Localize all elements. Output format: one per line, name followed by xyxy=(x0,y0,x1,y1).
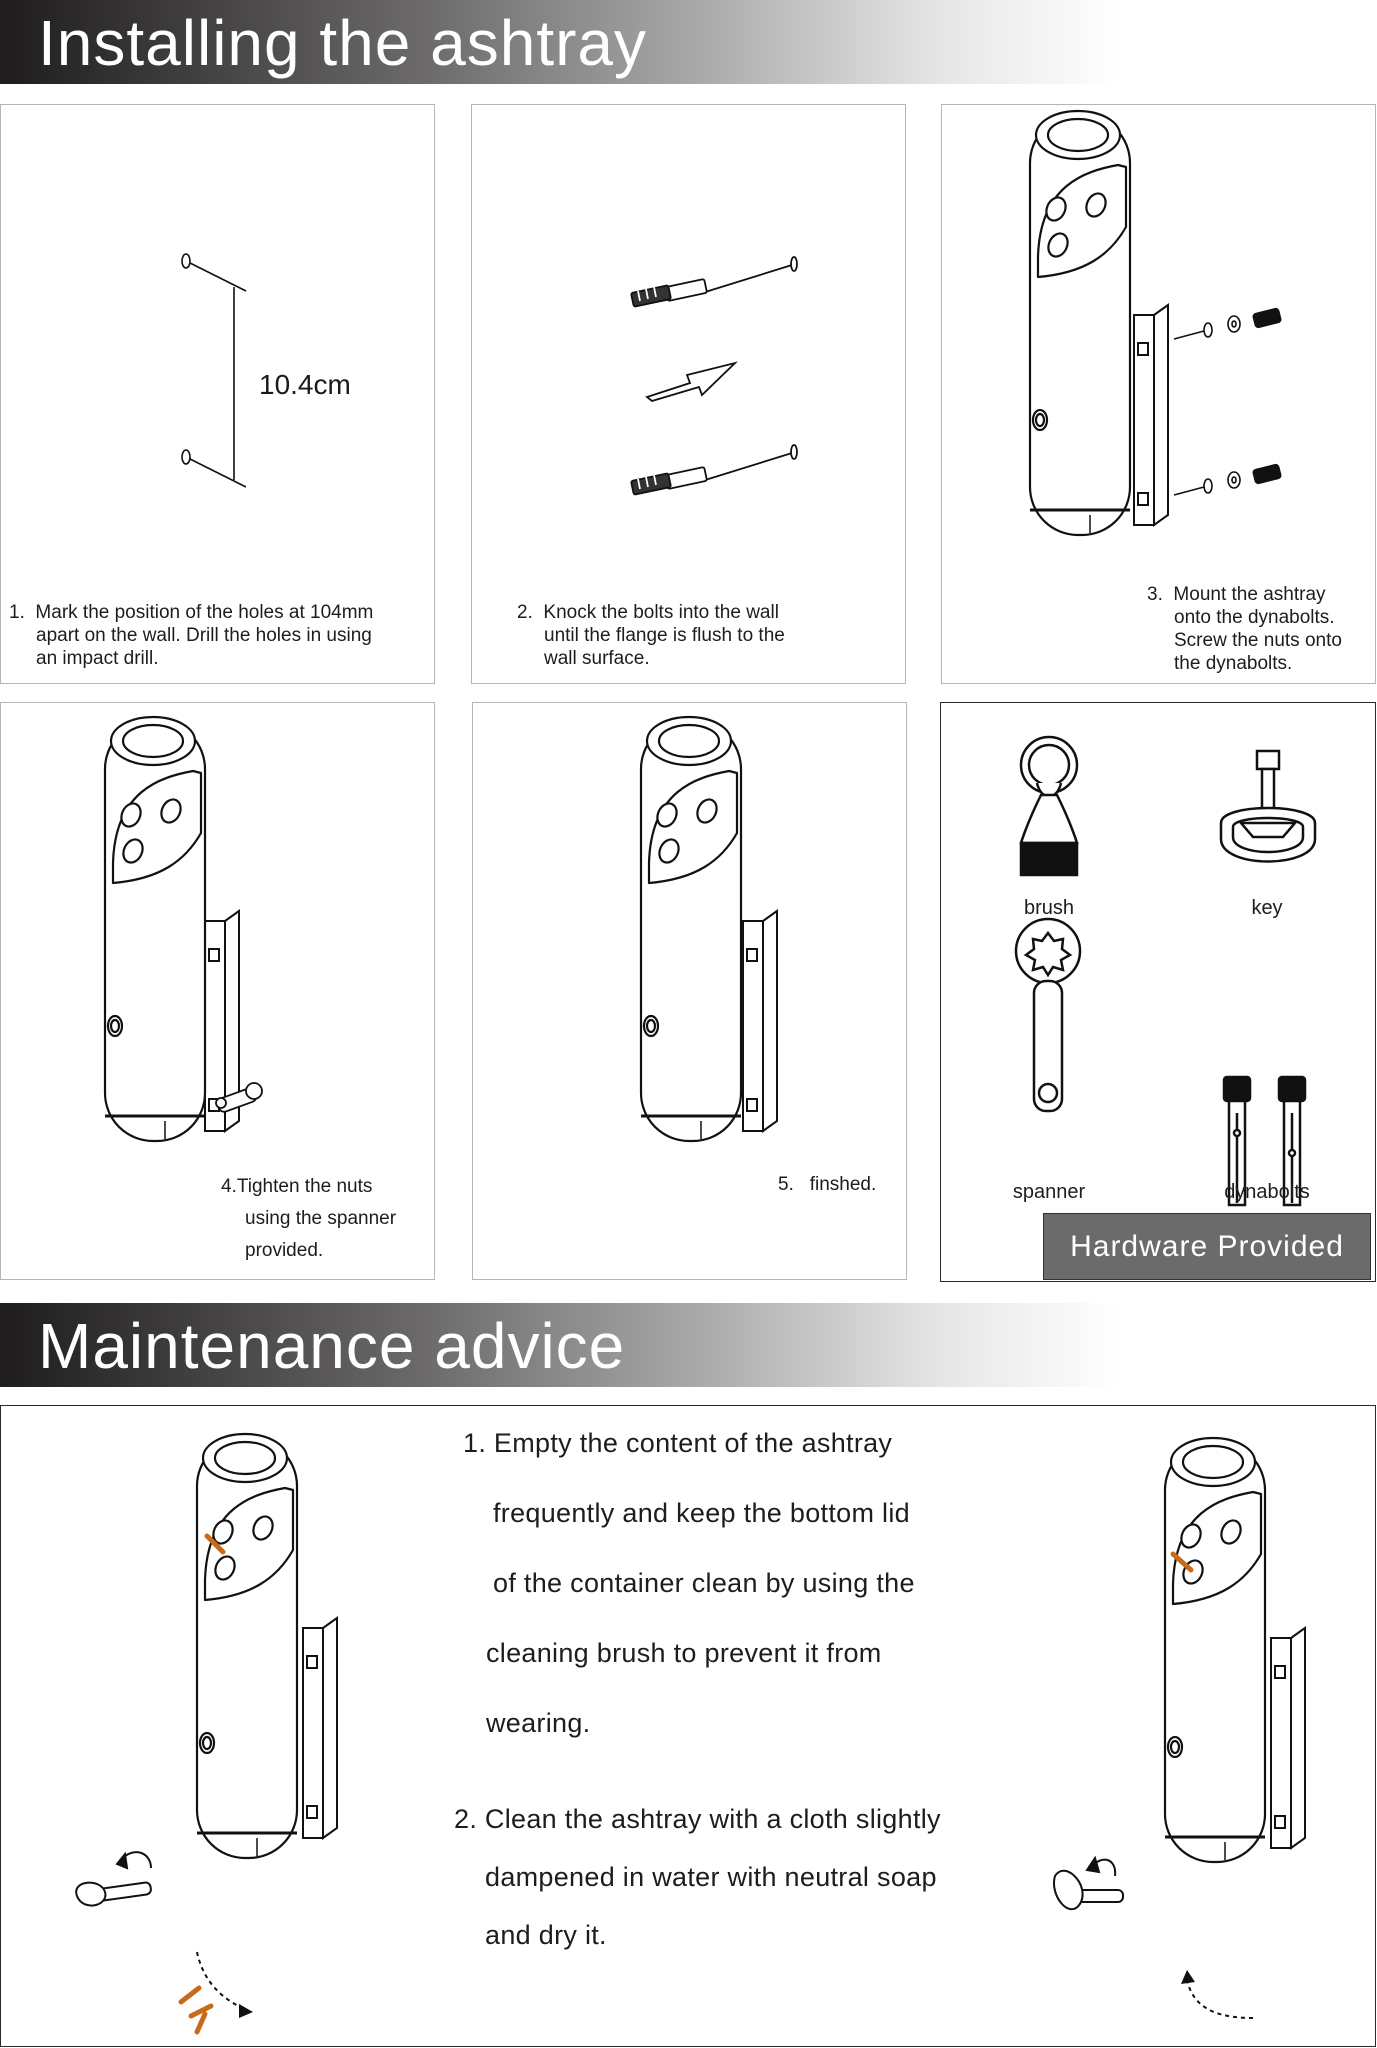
hardware-panel xyxy=(940,702,1376,1282)
step1-number: 1. xyxy=(9,602,25,623)
step1-caption xyxy=(9,601,434,670)
screw-set-bottom xyxy=(1174,464,1281,495)
step1-panel xyxy=(0,104,435,684)
step1-line-2: apart on the wall. Drill the holes in using xyxy=(36,625,372,646)
step3-line-2: onto the dynabolts. xyxy=(1174,607,1335,628)
maintenance-item1-line-4: cleaning brush to prevent it from xyxy=(486,1638,882,1668)
ashtray-illustration xyxy=(1030,111,1130,535)
maintenance-item2-line-1: 2. Clean the ashtray with a cloth slightly xyxy=(454,1804,941,1834)
key-label: key xyxy=(1251,897,1283,919)
step4-line-3: provided. xyxy=(245,1240,324,1261)
step4-line-2: using the spanner xyxy=(245,1208,397,1229)
maintenance-item2-line-2: dampened in water with neutral soap xyxy=(485,1862,937,1892)
maintenance-panel xyxy=(0,1405,1376,2047)
maintenance-item1-line-2: frequently and keep the bottom lid xyxy=(493,1498,910,1528)
spanner-icon xyxy=(1016,919,1080,1111)
step3-line-1: Mount the ashtray xyxy=(1173,584,1326,605)
step5-caption xyxy=(778,1173,903,1196)
step3-line-4: the dynabolts. xyxy=(1174,653,1293,674)
step5-text: finshed. xyxy=(809,1174,877,1195)
key-icon xyxy=(1054,1858,1123,1909)
key-icon xyxy=(76,1852,151,1905)
maintenance-banner xyxy=(0,1303,1120,1387)
install-title: Installing the ashtray xyxy=(38,7,647,79)
ashtray-illustration xyxy=(197,1434,297,1858)
rotate-arrow-icon xyxy=(197,1952,247,2010)
maintenance-item1-line-5: wearing. xyxy=(486,1708,591,1738)
step2-caption xyxy=(517,601,897,670)
dynabolts-label: dynabolts xyxy=(1224,1181,1310,1203)
bolt-insertion-diagram xyxy=(472,105,907,685)
step5-number: 5. xyxy=(778,1174,794,1195)
step2-number: 2. xyxy=(517,602,533,623)
install-banner xyxy=(0,0,1120,84)
step4-panel xyxy=(0,702,435,1280)
ashtray-illustration xyxy=(1165,1438,1265,1862)
hole-spacing-dimension: 10.4cm xyxy=(259,369,351,400)
dynabolt-icon xyxy=(631,445,797,495)
ashtray-illustration xyxy=(105,717,205,1141)
maintenance-item1-line-3: of the container clean by using the xyxy=(493,1568,915,1598)
maintenance-title: Maintenance advice xyxy=(38,1310,626,1382)
step2-line-1: Knock the bolts into the wall xyxy=(543,602,779,623)
step1-line-3: an impact drill. xyxy=(36,648,159,669)
step1-line-1: Mark the position of the holes at 104mm xyxy=(35,602,374,623)
screw-set-top xyxy=(1174,308,1281,339)
step4-caption xyxy=(221,1171,431,1267)
step2-panel xyxy=(471,104,906,684)
brush-icon xyxy=(1021,737,1077,875)
step3-caption xyxy=(1147,583,1375,675)
spanner-label: spanner xyxy=(1012,1181,1086,1203)
ashtray-illustration xyxy=(641,717,741,1141)
arrow-icon xyxy=(647,363,735,401)
step3-line-3: Screw the nuts onto xyxy=(1174,630,1342,651)
brush-label: brush xyxy=(1023,897,1075,919)
step2-line-2: until the flange is flush to the xyxy=(544,625,785,646)
step3-number: 3. xyxy=(1147,584,1163,605)
key-icon xyxy=(1221,751,1315,862)
step2-line-3: wall surface. xyxy=(544,648,650,669)
step4-line-1: 4.Tighten the nuts xyxy=(221,1176,373,1197)
step3-panel xyxy=(941,104,1376,684)
hole-marking-diagram xyxy=(1,105,436,685)
rotate-arrow-icon xyxy=(1187,1980,1253,2018)
dynabolt-icon xyxy=(631,257,797,307)
maintenance-item2-line-3: and dry it. xyxy=(485,1920,607,1950)
maintenance-item1-line-1: 1. Empty the content of the ashtray xyxy=(463,1428,893,1458)
step5-panel xyxy=(472,702,907,1280)
hardware-provided-badge: Hardware Provided xyxy=(1043,1213,1371,1280)
